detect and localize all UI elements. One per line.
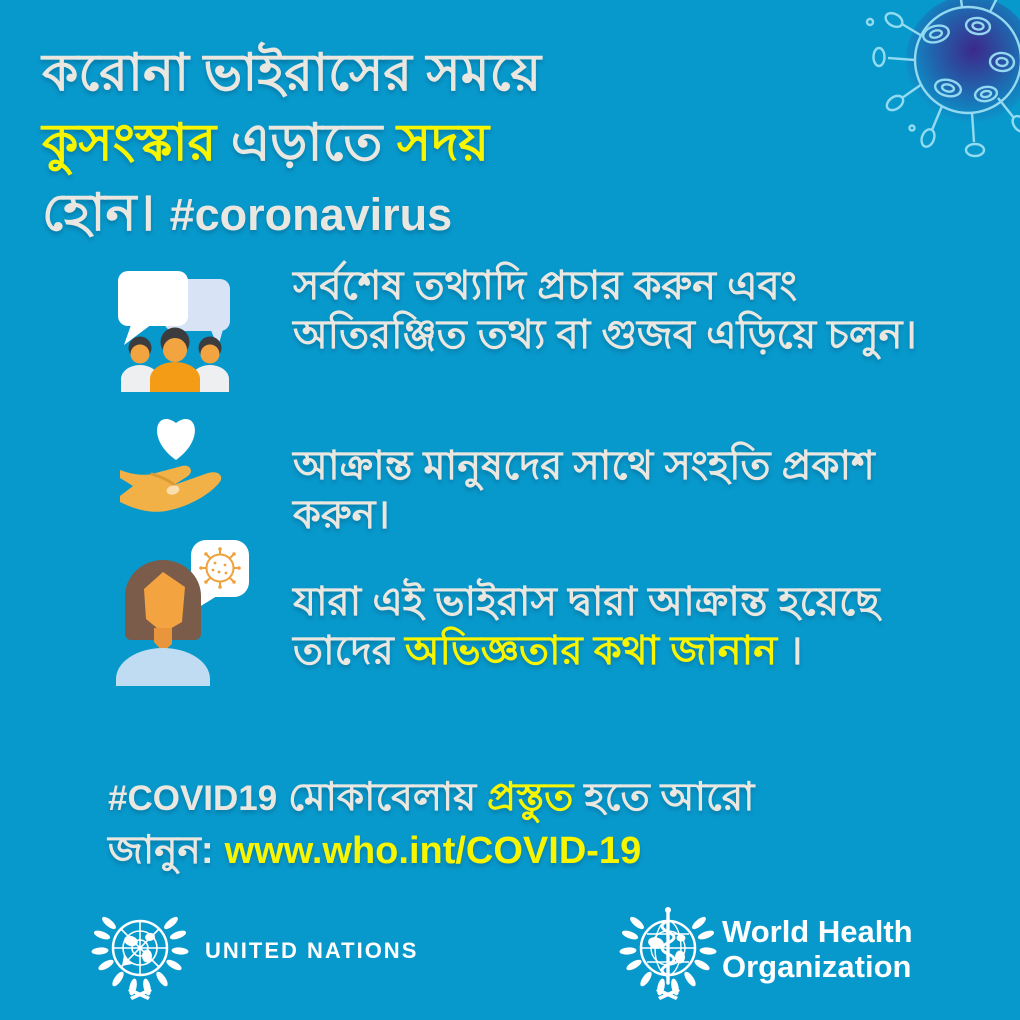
united-nations-label: UNITED NATIONS xyxy=(205,938,419,963)
headline xyxy=(42,38,541,250)
tip-text-3: যারা এই ভাইরাস দ্বারা আক্রান্ত হয়েছে তাদের অভিজ্ঞতার কথা জানান । xyxy=(293,580,880,673)
heart-in-hand-icon xyxy=(116,406,236,530)
tip-text-2: আক্রান্ত মানুষদের সাথে সংহতি প্রকাশ করুন। xyxy=(293,444,875,537)
headline-line2: কুসংস্কার এড়াতে সদয় xyxy=(42,114,490,172)
footer-cta xyxy=(108,772,754,877)
who-covid-url: www.who.int/COVID-19 xyxy=(224,830,642,872)
coronavirus-illustration xyxy=(850,0,1020,168)
footer-line1: #COVID19 মোকাবেলায় প্রস্তুত হতে আরো xyxy=(108,776,755,819)
tip3-highlight: অভিজ্ঞতার কথা জানান xyxy=(404,629,778,673)
headline-line3: হোন। #coronavirus xyxy=(42,184,453,242)
headline-line1: করোনা ভাইরাসের সময়ে xyxy=(42,44,542,102)
who-emblem-icon xyxy=(618,903,718,1003)
person-speech-virus-icon xyxy=(103,540,249,686)
coronavirus-hashtag: #coronavirus xyxy=(169,189,453,240)
tip-text-1: সর্বশেষ তথ্যাদি প্রচার করুন এবং অতিরঞ্জিত তথ্য বা গুজব এড়িয়ে চলুন। xyxy=(293,264,917,357)
united-nations-emblem-icon xyxy=(90,903,190,1003)
headline-highlight-1: কুসংস্কার xyxy=(42,114,217,172)
chat-bubbles-people-icon xyxy=(112,266,238,392)
who-label: World Health Organization xyxy=(722,914,913,984)
covid19-hashtag: #COVID19 xyxy=(108,779,278,818)
footer-line2: জানুন: www.who.int/COVID-19 xyxy=(108,829,642,872)
headline-highlight-2: সদয় xyxy=(396,114,490,172)
footer-highlight: প্রস্তুত xyxy=(487,776,574,819)
